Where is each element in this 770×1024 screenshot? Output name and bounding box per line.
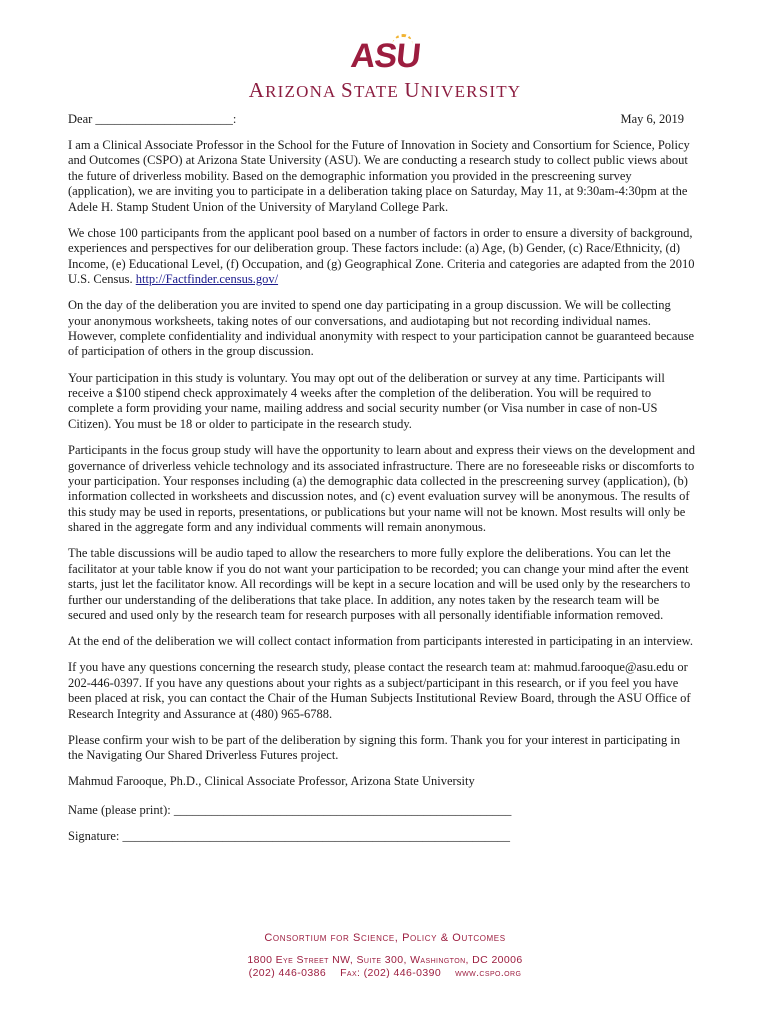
footer	[0, 932, 770, 980]
letterhead	[0, 37, 770, 103]
salutation: Dear ______________________:	[68, 112, 237, 126]
paragraph-selection: We chose 100 participants from the applicant pool based on a number of factors in order to ensure a diversity of background, experiences and perspectives for our deliberation group. These factors include: (a) Age, (b) Gender, (c) Race/Ethnicity, (d) Income, (e) Educational Level, (f) Occupation, and (g) Geographical Zone. Criteria and categories are adapted from the 2010 U.S. Census. http://Factfinder.census.gov/	[68, 225, 695, 287]
footer-org: Consortium for Science, Policy & Outcomes	[264, 932, 506, 944]
paragraph-audio: The table discussions will be audio taped to allow the researchers to more fully explore the deliberations. You can let the facilitator at your table know if you do not want your participation to be recorded; you can change your mind after the event starts, just let the facilitator know. All recordings will be kept in a secure location and will be used only by the researchers to further our understanding of the deliberations that take place. In addition, any notes taken by the research team will be secured and used only by the research team for research purposes with all personally identifiable information removed.	[68, 546, 691, 622]
paragraph-benefits: Participants in the focus group study will have the opportunity to learn about and express their views on the development and governance of driverless vehicle technology and its associated infrastructure. There are no foreseeable risks or discomforts to your participation. Your responses including (a) the demographic data collected in the prescreening survey (application), (b) information collected in worksheets and discussion notes, and (c) event evaluation survey will be anonymous. The results of this study may be used in reports, presentations, or publications but your name will not be known. Most results will only be shared in the aggregate form and any individual comments will remain anonymous.	[68, 443, 695, 535]
letter-body	[68, 138, 696, 855]
paragraph-intro: I am a Clinical Associate Professor in the School for the Future of Innovation in Society and Consortium for Science, Policy and Outcomes (CSPO) at Arizona State University (ASU). We are conducting a research study to collect public views about the future of driverless mobility. Based on the demographic information you provided in the prescreening survey (application), we are inviting you to participate in a deliberation taking place on Saturday, May 11, at 9:30am-4:30pm at the Adele H. Stamp Student Union of the University of Maryland College Park.	[68, 138, 690, 214]
paragraph-interview: At the end of the deliberation we will collect contact information from participants interested in participating in an interview.	[68, 634, 694, 649]
footer-contact	[0, 967, 770, 980]
paragraph-day-of: On the day of the deliberation you are invited to spend one day participating in a group discussion. We will be collecting your anonymous worksheets, taking notes of our conversations, and audiotaping but not recording individual names. However, complete confidentiality and individual anonymity with respect to your participation cannot be guaranteed because of participation of others in the group discussion.	[68, 298, 695, 359]
footer-fax: Fax: (202) 446-0390	[340, 967, 442, 979]
asu-logo: ASU	[349, 40, 421, 72]
salutation-row	[68, 112, 684, 127]
paragraph-confirm: Please confirm your wish to be part of the deliberation by signing this form. Thank you for your interest in participating in the Navigating Our Shared Driverless Futures project.	[68, 732, 681, 763]
footer-web[interactable]: www.cspo.org	[455, 967, 522, 979]
census-link[interactable]: http://Factfinder.census.gov/	[135, 272, 279, 287]
signer: Mahmud Farooque, Ph.D., Clinical Associate Professor, Arizona State University	[68, 774, 475, 789]
letter-date: May 6, 2019	[620, 112, 684, 126]
footer-address: 1800 Eye Street NW, Suite 300, Washington, DC 20006	[247, 954, 523, 966]
university-name: ARIZONA STATE UNIVERSITY	[248, 78, 522, 102]
sun-rays-icon	[392, 34, 413, 47]
name-field[interactable]: Name (please print): ______________________________________________________	[68, 802, 512, 817]
signature-field[interactable]: Signature: ______________________________________________________________	[68, 829, 511, 843]
footer-phone: (202) 446-0386	[248, 967, 327, 979]
paragraph-voluntary: Your participation in this study is voluntary. You may opt out of the deliberation or survey at any time. Participants will receive a $100 stipend check approximately 4 weeks after the completion of the deliberation. You will be required to complete a form providing your name, mailing address and social security number (or Visa number in case of non-US Citizen). You must be 18 or older to participate in the research study.	[68, 370, 665, 431]
paragraph-contact: If you have any questions concerning the research study, please contact the research team at: mahmud.farooque@asu.edu or 202-446-0397. If you have any questions about your rights as a subject/participant in this research, or if you feel you have been placed at risk, you can contact the Chair of the Human Subjects Institutional Review Board, through the ASU Office of Research Integrity and Assurance at (480) 965-6788.	[68, 660, 691, 721]
